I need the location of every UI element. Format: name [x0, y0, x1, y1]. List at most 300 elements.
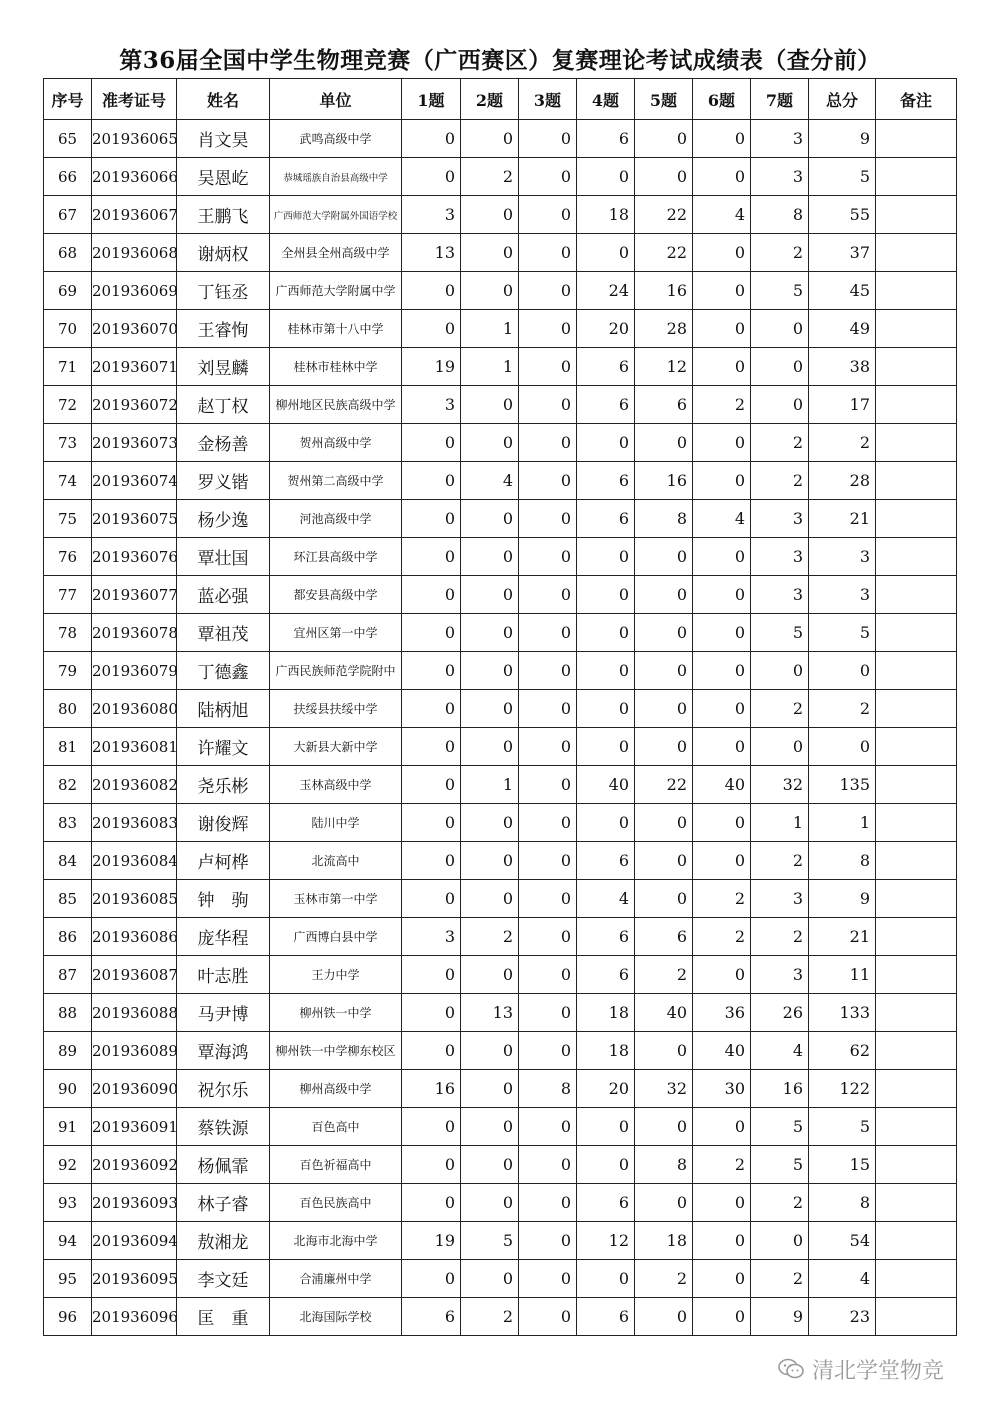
row-total: 28	[809, 462, 876, 500]
row-q5: 16	[635, 272, 693, 310]
row-no: 70	[44, 310, 92, 348]
row-q1: 0	[402, 1108, 461, 1146]
row-note	[876, 652, 957, 690]
watermark	[778, 1354, 944, 1384]
row-q3: 0	[519, 918, 577, 956]
row-q7: 2	[751, 842, 809, 880]
row-no: 76	[44, 538, 92, 576]
row-no: 67	[44, 196, 92, 234]
row-q7: 5	[751, 1146, 809, 1184]
row-q5: 0	[635, 424, 693, 462]
row-q7: 2	[751, 462, 809, 500]
row-total: 5	[809, 158, 876, 196]
row-q4: 6	[577, 1184, 635, 1222]
header-name: 姓名	[177, 79, 270, 120]
row-name: 罗义锴	[177, 462, 270, 500]
row-q1: 0	[402, 766, 461, 804]
row-note	[876, 804, 957, 842]
row-exam-id: 201936068	[92, 234, 177, 272]
row-q3: 0	[519, 272, 577, 310]
row-q2: 0	[461, 728, 519, 766]
row-total: 9	[809, 120, 876, 158]
header-no: 序号	[44, 79, 92, 120]
row-name: 谢俊辉	[177, 804, 270, 842]
row-exam-id: 201936066	[92, 158, 177, 196]
row-q2: 0	[461, 234, 519, 272]
row-q3: 0	[519, 1146, 577, 1184]
row-exam-id: 201936067	[92, 196, 177, 234]
row-school: 合浦廉州中学	[270, 1260, 402, 1298]
row-note	[876, 348, 957, 386]
row-q2: 0	[461, 576, 519, 614]
table-row	[44, 576, 957, 614]
row-no: 96	[44, 1298, 92, 1336]
row-total: 122	[809, 1070, 876, 1108]
row-note	[876, 386, 957, 424]
row-q5: 22	[635, 196, 693, 234]
table-row	[44, 918, 957, 956]
row-school: 恭城瑶族自治县高级中学	[270, 158, 402, 196]
row-total: 5	[809, 614, 876, 652]
row-q2: 4	[461, 462, 519, 500]
row-no: 85	[44, 880, 92, 918]
row-exam-id: 201936095	[92, 1260, 177, 1298]
row-school: 北海国际学校	[270, 1298, 402, 1336]
row-q2: 0	[461, 1032, 519, 1070]
row-q4: 6	[577, 918, 635, 956]
row-q7: 3	[751, 880, 809, 918]
table-row	[44, 690, 957, 728]
row-q1: 3	[402, 386, 461, 424]
row-q4: 12	[577, 1222, 635, 1260]
table-row	[44, 804, 957, 842]
row-q6: 0	[693, 614, 751, 652]
row-q7: 1	[751, 804, 809, 842]
row-q6: 0	[693, 538, 751, 576]
row-q2: 0	[461, 424, 519, 462]
row-q1: 6	[402, 1298, 461, 1336]
row-total: 2	[809, 690, 876, 728]
row-q4: 18	[577, 1032, 635, 1070]
row-note	[876, 1260, 957, 1298]
row-q4: 6	[577, 120, 635, 158]
row-total: 135	[809, 766, 876, 804]
row-q3: 0	[519, 234, 577, 272]
row-no: 74	[44, 462, 92, 500]
row-name: 丁钰丞	[177, 272, 270, 310]
row-q5: 0	[635, 538, 693, 576]
row-name: 祝尔乐	[177, 1070, 270, 1108]
row-total: 21	[809, 500, 876, 538]
row-q6: 0	[693, 842, 751, 880]
row-q4: 4	[577, 880, 635, 918]
row-q6: 0	[693, 158, 751, 196]
row-q4: 18	[577, 994, 635, 1032]
row-exam-id: 201936078	[92, 614, 177, 652]
row-q3: 0	[519, 348, 577, 386]
row-q3: 0	[519, 690, 577, 728]
table-row	[44, 766, 957, 804]
row-q7: 0	[751, 386, 809, 424]
row-school: 广西民族师范学院附中	[270, 652, 402, 690]
row-q5: 0	[635, 652, 693, 690]
row-q2: 0	[461, 1146, 519, 1184]
row-q4: 0	[577, 804, 635, 842]
table-row	[44, 1108, 957, 1146]
watermark-text: 清北学堂物竞	[812, 1358, 945, 1384]
row-q4: 0	[577, 1146, 635, 1184]
row-note	[876, 880, 957, 918]
row-q1: 0	[402, 652, 461, 690]
row-q1: 0	[402, 310, 461, 348]
row-school: 百色民族高中	[270, 1184, 402, 1222]
row-q5: 0	[635, 804, 693, 842]
row-exam-id: 201936093	[92, 1184, 177, 1222]
row-q3: 0	[519, 500, 577, 538]
row-q7: 3	[751, 120, 809, 158]
row-name: 尧乐彬	[177, 766, 270, 804]
row-q1: 0	[402, 158, 461, 196]
table-row	[44, 956, 957, 994]
row-q6: 0	[693, 348, 751, 386]
header-q5: 5题	[635, 79, 693, 120]
row-q7: 2	[751, 918, 809, 956]
row-exam-id: 201936085	[92, 880, 177, 918]
row-note	[876, 462, 957, 500]
row-q7: 5	[751, 614, 809, 652]
row-q5: 0	[635, 880, 693, 918]
row-q7: 2	[751, 424, 809, 462]
row-no: 73	[44, 424, 92, 462]
row-q3: 0	[519, 576, 577, 614]
row-total: 37	[809, 234, 876, 272]
row-total: 3	[809, 576, 876, 614]
row-q2: 0	[461, 956, 519, 994]
row-q3: 0	[519, 728, 577, 766]
row-school: 北海市北海中学	[270, 1222, 402, 1260]
row-no: 90	[44, 1070, 92, 1108]
row-q7: 2	[751, 234, 809, 272]
row-q6: 0	[693, 120, 751, 158]
row-school: 玉林高级中学	[270, 766, 402, 804]
row-q6: 4	[693, 196, 751, 234]
table-row	[44, 880, 957, 918]
row-q4: 0	[577, 576, 635, 614]
table-row	[44, 1184, 957, 1222]
row-school: 柳州铁一中学柳东校区	[270, 1032, 402, 1070]
row-q5: 6	[635, 918, 693, 956]
row-note	[876, 1298, 957, 1336]
row-q4: 0	[577, 614, 635, 652]
row-q7: 3	[751, 538, 809, 576]
row-exam-id: 201936072	[92, 386, 177, 424]
row-note	[876, 994, 957, 1032]
row-no: 77	[44, 576, 92, 614]
row-exam-id: 201936082	[92, 766, 177, 804]
row-q6: 0	[693, 310, 751, 348]
table-row	[44, 1222, 957, 1260]
score-table	[43, 78, 957, 1336]
row-q6: 2	[693, 918, 751, 956]
row-q2: 0	[461, 1108, 519, 1146]
row-note	[876, 1222, 957, 1260]
row-q1: 0	[402, 1184, 461, 1222]
row-q4: 0	[577, 538, 635, 576]
row-note	[876, 690, 957, 728]
row-q4: 6	[577, 386, 635, 424]
row-total: 4	[809, 1260, 876, 1298]
row-q4: 6	[577, 842, 635, 880]
row-q5: 6	[635, 386, 693, 424]
row-q1: 0	[402, 842, 461, 880]
row-no: 80	[44, 690, 92, 728]
row-q7: 3	[751, 158, 809, 196]
row-total: 21	[809, 918, 876, 956]
row-q2: 0	[461, 1260, 519, 1298]
row-exam-id: 201936083	[92, 804, 177, 842]
row-q2: 0	[461, 196, 519, 234]
row-school: 大新县大新中学	[270, 728, 402, 766]
row-q7: 32	[751, 766, 809, 804]
row-q3: 0	[519, 842, 577, 880]
row-no: 82	[44, 766, 92, 804]
row-total: 1	[809, 804, 876, 842]
row-q1: 0	[402, 880, 461, 918]
table-row	[44, 1260, 957, 1298]
row-name: 陆柄旭	[177, 690, 270, 728]
row-q4: 40	[577, 766, 635, 804]
row-q5: 22	[635, 766, 693, 804]
row-school: 桂林市第十八中学	[270, 310, 402, 348]
row-no: 86	[44, 918, 92, 956]
row-exam-id: 201936071	[92, 348, 177, 386]
row-q2: 0	[461, 652, 519, 690]
row-exam-id: 201936076	[92, 538, 177, 576]
row-exam-id: 201936080	[92, 690, 177, 728]
row-note	[876, 1146, 957, 1184]
row-note	[876, 1032, 957, 1070]
row-note	[876, 1184, 957, 1222]
row-q1: 13	[402, 234, 461, 272]
row-total: 49	[809, 310, 876, 348]
row-q4: 20	[577, 310, 635, 348]
row-q5: 0	[635, 842, 693, 880]
row-no: 69	[44, 272, 92, 310]
table-row	[44, 728, 957, 766]
row-q6: 0	[693, 1260, 751, 1298]
row-note	[876, 728, 957, 766]
row-q1: 19	[402, 348, 461, 386]
row-no: 65	[44, 120, 92, 158]
row-q1: 0	[402, 956, 461, 994]
row-no: 84	[44, 842, 92, 880]
row-q1: 16	[402, 1070, 461, 1108]
table-row	[44, 272, 957, 310]
row-total: 0	[809, 728, 876, 766]
row-q4: 0	[577, 690, 635, 728]
row-total: 8	[809, 1184, 876, 1222]
row-q5: 0	[635, 1184, 693, 1222]
header-school: 单位	[270, 79, 402, 120]
row-q4: 0	[577, 158, 635, 196]
row-q2: 0	[461, 614, 519, 652]
row-school: 广西师范大学附属中学	[270, 272, 402, 310]
row-exam-id: 201936091	[92, 1108, 177, 1146]
row-name: 王睿恂	[177, 310, 270, 348]
row-q3: 0	[519, 880, 577, 918]
row-q4: 0	[577, 728, 635, 766]
row-school: 全州县全州高级中学	[270, 234, 402, 272]
row-q5: 2	[635, 956, 693, 994]
row-q4: 20	[577, 1070, 635, 1108]
row-name: 覃壮国	[177, 538, 270, 576]
row-school: 陆川中学	[270, 804, 402, 842]
row-q5: 18	[635, 1222, 693, 1260]
row-q6: 0	[693, 652, 751, 690]
row-q6: 0	[693, 728, 751, 766]
row-exam-id: 201936070	[92, 310, 177, 348]
row-note	[876, 310, 957, 348]
table-row	[44, 310, 957, 348]
table-row	[44, 500, 957, 538]
row-name: 许耀文	[177, 728, 270, 766]
row-q4: 0	[577, 1108, 635, 1146]
row-q5: 8	[635, 500, 693, 538]
row-q1: 0	[402, 120, 461, 158]
row-note	[876, 1070, 957, 1108]
row-name: 刘昱麟	[177, 348, 270, 386]
row-note	[876, 1108, 957, 1146]
row-school: 广西师范大学附属外国语学校	[270, 196, 402, 234]
row-name: 蓝必强	[177, 576, 270, 614]
row-q6: 0	[693, 234, 751, 272]
table-row	[44, 842, 957, 880]
row-q3: 0	[519, 956, 577, 994]
row-note	[876, 614, 957, 652]
row-exam-id: 201936074	[92, 462, 177, 500]
row-no: 94	[44, 1222, 92, 1260]
row-q2: 1	[461, 348, 519, 386]
row-name: 杨佩霏	[177, 1146, 270, 1184]
row-no: 91	[44, 1108, 92, 1146]
row-exam-id: 201936089	[92, 1032, 177, 1070]
row-q2: 0	[461, 386, 519, 424]
row-total: 0	[809, 652, 876, 690]
row-q3: 0	[519, 1108, 577, 1146]
row-no: 72	[44, 386, 92, 424]
row-q6: 0	[693, 956, 751, 994]
row-note	[876, 500, 957, 538]
row-q4: 0	[577, 234, 635, 272]
row-note	[876, 842, 957, 880]
row-q5: 22	[635, 234, 693, 272]
row-q2: 0	[461, 272, 519, 310]
row-q6: 0	[693, 690, 751, 728]
table-row	[44, 158, 957, 196]
row-q3: 8	[519, 1070, 577, 1108]
row-q5: 0	[635, 1032, 693, 1070]
row-name: 匡 重	[177, 1298, 270, 1336]
row-q1: 0	[402, 614, 461, 652]
row-q5: 0	[635, 576, 693, 614]
row-exam-id: 201936087	[92, 956, 177, 994]
row-q5: 28	[635, 310, 693, 348]
row-q2: 0	[461, 690, 519, 728]
table-row	[44, 424, 957, 462]
row-q7: 26	[751, 994, 809, 1032]
row-school: 柳州地区民族高级中学	[270, 386, 402, 424]
row-q2: 2	[461, 918, 519, 956]
row-q6: 0	[693, 1184, 751, 1222]
row-q5: 8	[635, 1146, 693, 1184]
row-note	[876, 918, 957, 956]
row-no: 83	[44, 804, 92, 842]
header-note: 备注	[876, 79, 957, 120]
table-row	[44, 1146, 957, 1184]
row-exam-id: 201936090	[92, 1070, 177, 1108]
row-name: 吴恩屹	[177, 158, 270, 196]
row-q1: 0	[402, 538, 461, 576]
row-school: 王力中学	[270, 956, 402, 994]
row-school: 都安县高级中学	[270, 576, 402, 614]
row-q7: 0	[751, 348, 809, 386]
row-school: 河池高级中学	[270, 500, 402, 538]
row-q6: 0	[693, 1222, 751, 1260]
row-name: 林子睿	[177, 1184, 270, 1222]
row-school: 桂林市桂林中学	[270, 348, 402, 386]
row-q4: 6	[577, 462, 635, 500]
row-q7: 5	[751, 1108, 809, 1146]
row-q4: 6	[577, 500, 635, 538]
row-q7: 9	[751, 1298, 809, 1336]
row-q5: 0	[635, 690, 693, 728]
row-q6: 36	[693, 994, 751, 1032]
row-q7: 0	[751, 728, 809, 766]
wechat-icon	[778, 1358, 804, 1380]
row-total: 133	[809, 994, 876, 1032]
row-q1: 0	[402, 424, 461, 462]
row-q6: 30	[693, 1070, 751, 1108]
row-q1: 19	[402, 1222, 461, 1260]
row-q7: 2	[751, 1184, 809, 1222]
row-note	[876, 538, 957, 576]
table-row	[44, 120, 957, 158]
row-q2: 0	[461, 538, 519, 576]
row-exam-id: 201936073	[92, 424, 177, 462]
row-q2: 0	[461, 500, 519, 538]
table-row	[44, 386, 957, 424]
row-q2: 0	[461, 842, 519, 880]
row-q3: 0	[519, 158, 577, 196]
table-row	[44, 1298, 957, 1336]
row-school: 玉林市第一中学	[270, 880, 402, 918]
row-q3: 0	[519, 310, 577, 348]
row-exam-id: 201936088	[92, 994, 177, 1032]
header-total: 总分	[809, 79, 876, 120]
row-q7: 3	[751, 500, 809, 538]
row-q5: 12	[635, 348, 693, 386]
row-q4: 18	[577, 196, 635, 234]
row-q7: 0	[751, 652, 809, 690]
row-school: 扶绥县扶绥中学	[270, 690, 402, 728]
row-exam-id: 201936069	[92, 272, 177, 310]
row-q5: 0	[635, 614, 693, 652]
row-no: 95	[44, 1260, 92, 1298]
row-q1: 3	[402, 918, 461, 956]
header-q2: 2题	[461, 79, 519, 120]
row-school: 广西博白县中学	[270, 918, 402, 956]
header-q1: 1题	[402, 79, 461, 120]
